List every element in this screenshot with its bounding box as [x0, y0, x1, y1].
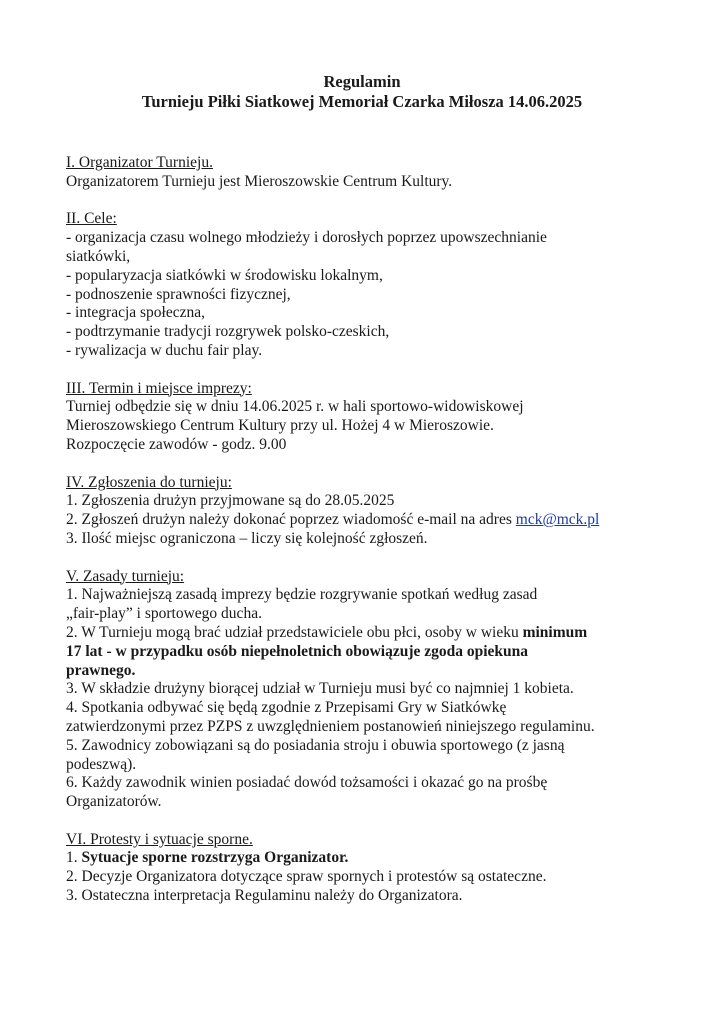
section-heading: III. Termin i miejsce imprezy:: [66, 379, 252, 397]
list-item-continuation: Organizatorów.: [66, 793, 162, 811]
section-heading: V. Zasady turnieju:: [66, 567, 185, 585]
section-heading: I. Organizator Turnieju.: [66, 154, 213, 171]
list-item: 3. Ostateczna interpretacja Regulaminu należy do Organizatora.: [66, 887, 463, 905]
list-item: 5. Zawodnicy zobowiązani są do posiadania stroju i obuwia sportowego (z jasną: [66, 736, 565, 754]
list-item: [66, 511, 666, 530]
list-item: - popularyzacja siatkówki w środowisku lokalnym,: [66, 266, 383, 284]
list-item-text: 2. W Turnieju mogą brać udział przedstawiciele obu płci, osoby w wieku: [66, 623, 523, 641]
list-item-continuation: podeszwą).: [66, 755, 137, 773]
list-item: 1. Najważniejszą zasadą imprezy będzie rozgrywanie spotkań według zasad: [66, 586, 538, 604]
section-heading: IV. Zgłoszenia do turnieju:: [66, 473, 232, 491]
bold-text: minimum: [522, 623, 588, 641]
list-item: [66, 624, 666, 643]
list-item: - podtrzymanie tradycji rozgrywek polsko-czeskich,: [66, 323, 390, 341]
list-item: 6. Każdy zawodnik winien posiadać dowód tożsamości i okazać go na prośbę: [66, 774, 548, 792]
section-protests: [66, 831, 666, 906]
list-item: - organizacja czasu wolnego młodzieży i dorosłych poprzez upowszechnianie: [66, 229, 547, 247]
email-link[interactable]: mck@mck.pl: [515, 511, 600, 529]
list-item: 2. Decyzje Organizatora dotyczące spraw spornych i protestów są ostateczne.: [66, 868, 547, 886]
list-item: 3. Ilość miejsc ograniczona – liczy się kolejność zgłoszeń.: [66, 529, 428, 547]
list-item-continuation: „fair-play” i sportowego ducha.: [66, 605, 262, 623]
list-item-continuation: 17 lat - w przypadku osób niepełnoletnich obowiązuje zgoda opiekuna: [66, 642, 529, 660]
document-body: [66, 154, 666, 925]
paragraph-line: Organizatorem Turnieju jest Mieroszowskie Centrum Kultury.: [66, 172, 453, 190]
section-heading: VI. Protesty i sytuacje sporne.: [66, 830, 253, 848]
list-item: - podnoszenie sprawności fizycznej,: [66, 285, 291, 303]
list-item: - rywalizacja w duchu fair play.: [66, 341, 263, 359]
paragraph-line: Rozpoczęcie zawodów - godz. 9.00: [66, 435, 287, 453]
section-registration: [66, 474, 666, 549]
list-item: [66, 849, 666, 868]
list-item-number: 1.: [66, 849, 82, 867]
bold-text: Sytuacje sporne rozstrzyga Organizator.: [81, 849, 349, 867]
section-date-venue: [66, 380, 666, 455]
list-item-continuation: prawnego.: [66, 661, 136, 679]
section-rules: [66, 568, 666, 812]
list-item: - integracja społeczna,: [66, 304, 205, 322]
paragraph-line: Mieroszowskiego Centrum Kultury przy ul. Hożej 4 w Mieroszowie.: [66, 417, 494, 435]
list-item-continuation: zatwierdzonymi przez PZPS z uwzględnieniem postanowień niniejszego regulaminu.: [66, 717, 595, 735]
list-item: 3. W składzie drużyny biorącej udział w Turnieju musi być co najmniej 1 kobieta.: [66, 680, 574, 698]
document-title: Regulamin: [323, 72, 401, 91]
section-heading: II. Cele:: [66, 210, 117, 228]
list-item-text: 2. Zgłoszeń drużyn należy dokonać poprzez wiadomość e-mail na adres: [66, 511, 516, 529]
list-item-continuation: siatkówki,: [66, 247, 131, 265]
section-organizer: [66, 154, 666, 192]
document-subtitle: Turnieju Piłki Siatkowej Memoriał Czarka Miłosza 14.06.2025: [141, 92, 583, 111]
list-item: 1. Zgłoszenia drużyn przyjmowane są do 28.05.2025: [66, 492, 395, 510]
list-item: 4. Spotkania odbywać się będą zgodnie z Przepisami Gry w Siatkówkę: [66, 699, 507, 717]
section-goals: [66, 210, 666, 360]
paragraph-line: Turniej odbędzie się w dniu 14.06.2025 r. w hali sportowo-widowiskowej: [66, 398, 524, 416]
